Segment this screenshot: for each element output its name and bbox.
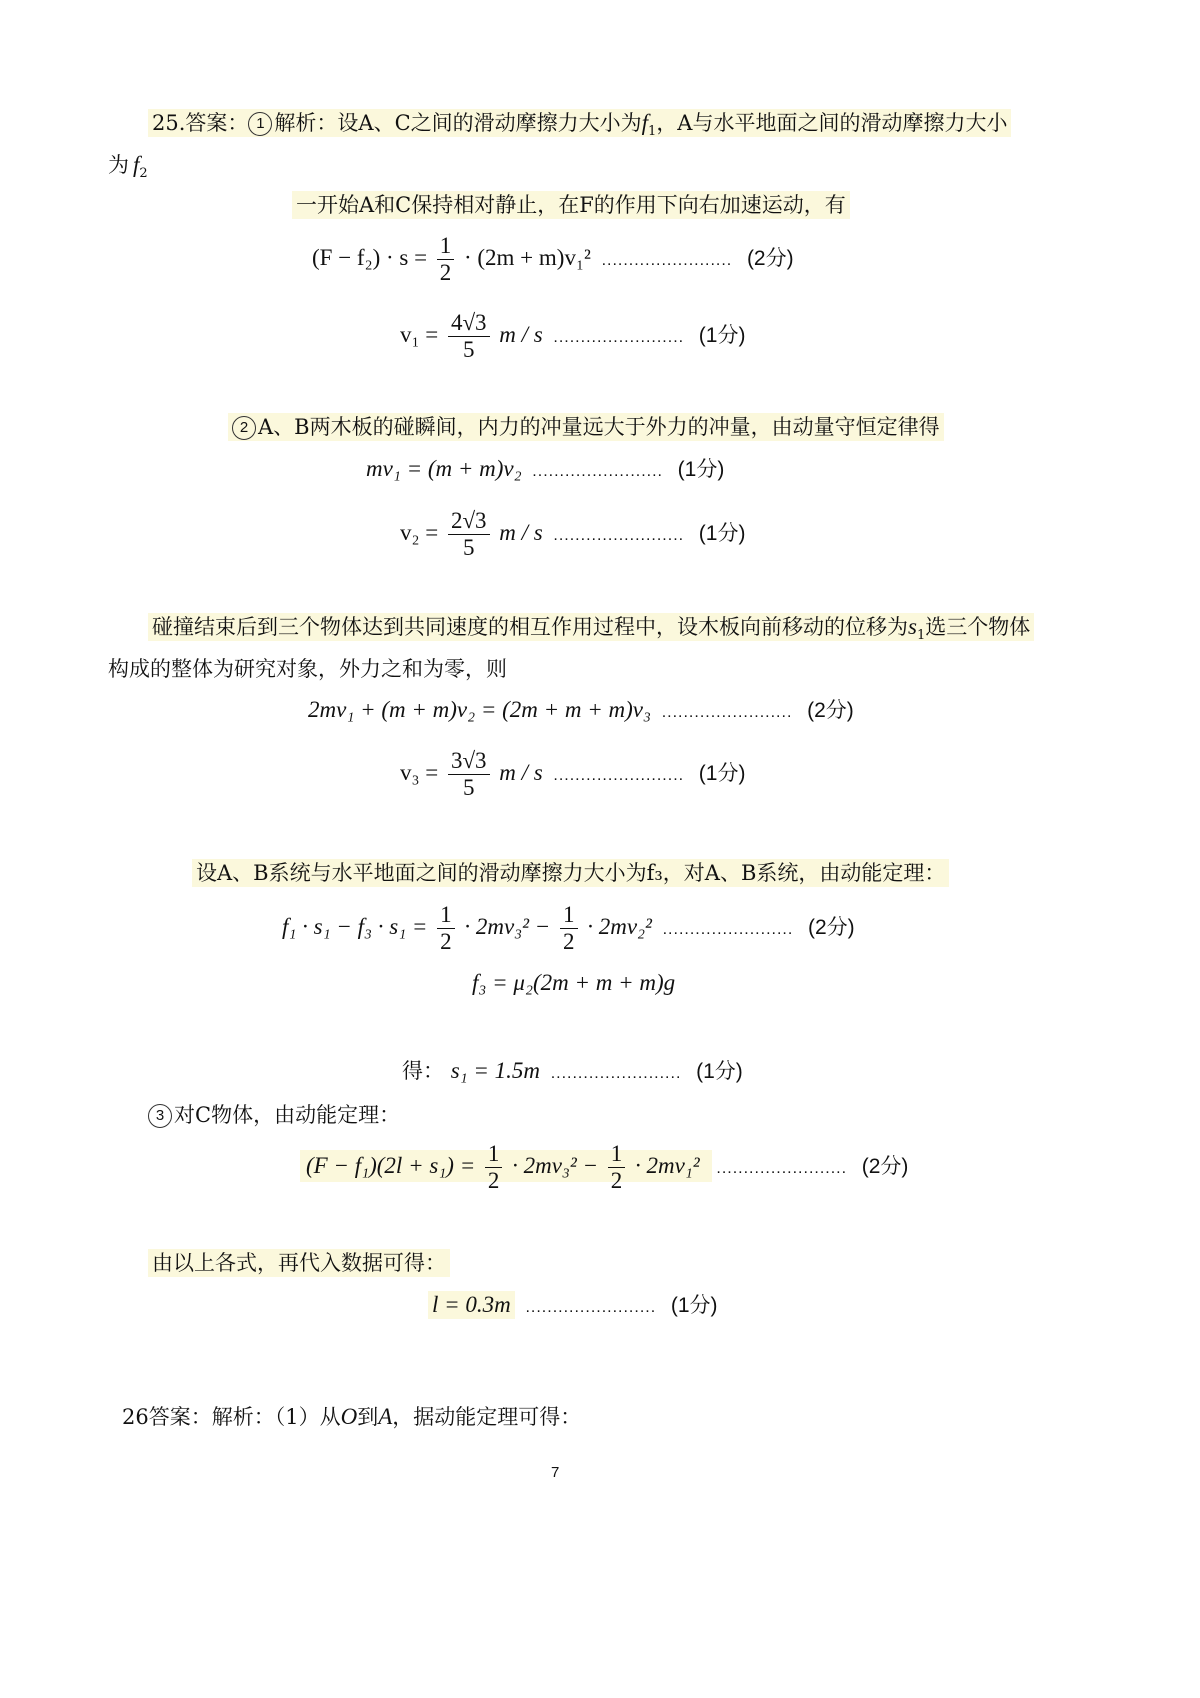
eq7-numerator-2: 1 xyxy=(560,902,578,929)
eq1-numerator: 1 xyxy=(437,233,455,260)
ab-system-text: 设A、B系统与水平地面之间的滑动摩擦力大小为f₃，对A、B系统，由动能定理： xyxy=(192,859,949,887)
eq10-numerator-1: 1 xyxy=(485,1141,503,1168)
eq10-score: (2分) xyxy=(861,1155,909,1178)
equation-11 xyxy=(428,1290,718,1323)
eq1-rhs: · (2m + m)v₁² xyxy=(463,245,591,270)
eq4-score: (1分) xyxy=(698,522,746,545)
q25-label: 25.答案： xyxy=(152,111,249,135)
q25-collision-line xyxy=(228,412,944,442)
q25-after-collision-line2 xyxy=(108,654,507,684)
eq7-dots: ........................ xyxy=(662,921,794,938)
equation-5 xyxy=(308,695,854,728)
q25-ab-system-line xyxy=(192,858,949,888)
f2-symbol: f xyxy=(133,152,140,177)
eq4-denominator: 5 xyxy=(463,535,475,560)
eq9-prefix: 得： xyxy=(402,1059,444,1083)
eq6-denominator: 5 xyxy=(463,775,475,800)
eq11-text: l = 0.3m xyxy=(432,1292,511,1317)
circle-number-3: 3 xyxy=(148,1104,172,1128)
q26-point-a: A xyxy=(378,1404,393,1429)
eq7-denominator-1: 2 xyxy=(440,929,452,954)
eq5-score: (2分) xyxy=(807,699,854,722)
eq7-fraction-1 xyxy=(437,902,455,955)
q26-line xyxy=(122,1402,581,1432)
q25-initial-motion-text: 一开始A和C保持相对静止，在F的作用下向右加速运动，有 xyxy=(292,191,850,219)
eq1-fraction xyxy=(437,233,455,286)
q25-c-body-line xyxy=(148,1100,400,1130)
eq2-unit: m / s xyxy=(499,322,543,347)
eq10-fraction-2 xyxy=(608,1141,626,1194)
eq6-numerator: 3√3 xyxy=(448,748,490,775)
eq5-dots: ........................ xyxy=(661,704,793,721)
f1-symbol: f xyxy=(641,110,649,135)
eq10-rhs: · 2mv₁² xyxy=(634,1153,700,1178)
q26-text-a: 26答案：解析：（1）从 xyxy=(122,1405,341,1429)
eq10-fraction-1 xyxy=(485,1141,503,1194)
eq4-lhs: v₂ = xyxy=(400,520,439,545)
s1-symbol: s xyxy=(908,614,917,639)
eq3-dots: ........................ xyxy=(532,463,663,480)
eq2-score: (1分) xyxy=(698,324,746,347)
s1-subscript: 1 xyxy=(916,628,926,644)
q26-point-o: O xyxy=(340,1404,358,1429)
c-body-text: 对C物体，由动能定理： xyxy=(174,1103,401,1127)
equation-7 xyxy=(282,900,855,957)
equation-6 xyxy=(400,743,745,806)
eq7-rhs: · 2mv₂² xyxy=(587,914,652,939)
q25-substitute-line xyxy=(148,1248,450,1278)
eq7-lhs: f₁ · s₁ − f₃ · s₁ = xyxy=(282,914,428,939)
eq7-score: (2分) xyxy=(807,916,855,939)
eq9-dots: ........................ xyxy=(550,1065,682,1082)
eq8-text: f₃ = μ₂(2m + m + m)g xyxy=(472,970,676,995)
q25-collision-text: A、B两木板的碰瞬间，内力的冲量远大于外力的冲量，由动量守恒定律得 xyxy=(258,415,940,439)
eq2-numerator: 4√3 xyxy=(448,310,490,337)
eq10-denominator-2: 2 xyxy=(610,1168,623,1193)
equation-4 xyxy=(400,503,745,566)
eq10-dots: ........................ xyxy=(716,1160,848,1177)
eq10-denominator-1: 2 xyxy=(487,1168,500,1193)
f2-subscript: 2 xyxy=(139,166,148,182)
eq2-fraction xyxy=(448,310,490,363)
q25-intro-text-b: 解析：设A、C之间的滑动摩擦力大小为 xyxy=(274,111,642,135)
eq1-dots: ........................ xyxy=(601,252,733,269)
eq10-lhs: (F − f₁)(2l + s₁) = xyxy=(306,1153,476,1178)
eq10-middle: · 2mv₃² − xyxy=(512,1153,599,1178)
eq4-numerator: 2√3 xyxy=(448,508,490,535)
eq11-dots: ........................ xyxy=(525,1299,657,1316)
page-number: 7 xyxy=(551,1464,560,1481)
eq5-text: 2mv₁ + (m + m)v₂ = (2m + m + m)v₃ xyxy=(308,697,652,722)
circle-number-1: 1 xyxy=(248,112,272,136)
equation-10 xyxy=(300,1137,908,1198)
eq2-lhs: v₁ = xyxy=(400,322,439,347)
equation-1 xyxy=(312,232,794,287)
eq6-unit: m / s xyxy=(499,760,543,785)
eq7-fraction-2 xyxy=(560,902,578,955)
q25-line-initial-motion xyxy=(292,190,850,220)
q25-intro-line2 xyxy=(108,150,148,189)
q25-after-collision-line1 xyxy=(148,612,1034,651)
eq1-denominator: 2 xyxy=(439,260,452,285)
q25-intro-text-c: ，A与水平地面之间的滑动摩擦力大小 xyxy=(656,111,1008,135)
eq7-denominator-2: 2 xyxy=(563,929,575,954)
q26-text-c: ，据动能定理可得： xyxy=(392,1405,582,1429)
eq9-text: s₁ = 1.5m xyxy=(450,1058,541,1083)
eq7-middle: · 2mv₃² − xyxy=(464,914,551,939)
eq11-score: (1分) xyxy=(670,1294,718,1317)
eq6-fraction xyxy=(448,748,490,801)
eq9-score: (1分) xyxy=(696,1060,743,1083)
equation-2 xyxy=(400,305,745,368)
eq2-denominator: 5 xyxy=(463,337,475,362)
equation-8 xyxy=(472,968,675,998)
eq4-fraction xyxy=(448,508,490,561)
after-collision-text-a: 碰撞结束后到三个物体达到共同速度的相互作用过程中，设木板向前移动的位移为 xyxy=(152,615,908,639)
eq6-score: (1分) xyxy=(698,762,746,785)
eq3-score: (1分) xyxy=(677,458,725,481)
q25-intro-text-d: 为 xyxy=(108,153,129,177)
eq6-lhs: v₃ = xyxy=(400,760,439,785)
eq2-dots: ........................ xyxy=(553,329,685,346)
circle-number-2: 2 xyxy=(232,416,256,440)
eq6-dots: ........................ xyxy=(553,767,685,784)
equation-3 xyxy=(366,454,724,487)
eq3-text: mv₁ = (m + m)v₂ xyxy=(366,456,522,481)
eq4-unit: m / s xyxy=(499,520,543,545)
eq7-numerator-1: 1 xyxy=(437,902,455,929)
f1-subscript: 1 xyxy=(648,124,657,140)
eq1-score: (2分) xyxy=(746,247,794,270)
after-collision-text-b: 选三个物体 xyxy=(925,615,1031,639)
q26-text-b: 到 xyxy=(357,1405,379,1429)
eq4-dots: ........................ xyxy=(553,527,685,544)
equation-9 xyxy=(402,1056,743,1089)
after-collision-text-c: 构成的整体为研究对象，外力之和为零，则 xyxy=(108,657,507,681)
eq10-numerator-2: 1 xyxy=(608,1141,626,1168)
eq1-lhs: (F − f₂) · s = xyxy=(312,245,428,270)
q25-intro-line1 xyxy=(148,108,1011,147)
substitute-text: 由以上各式，再代入数据可得： xyxy=(148,1249,450,1277)
